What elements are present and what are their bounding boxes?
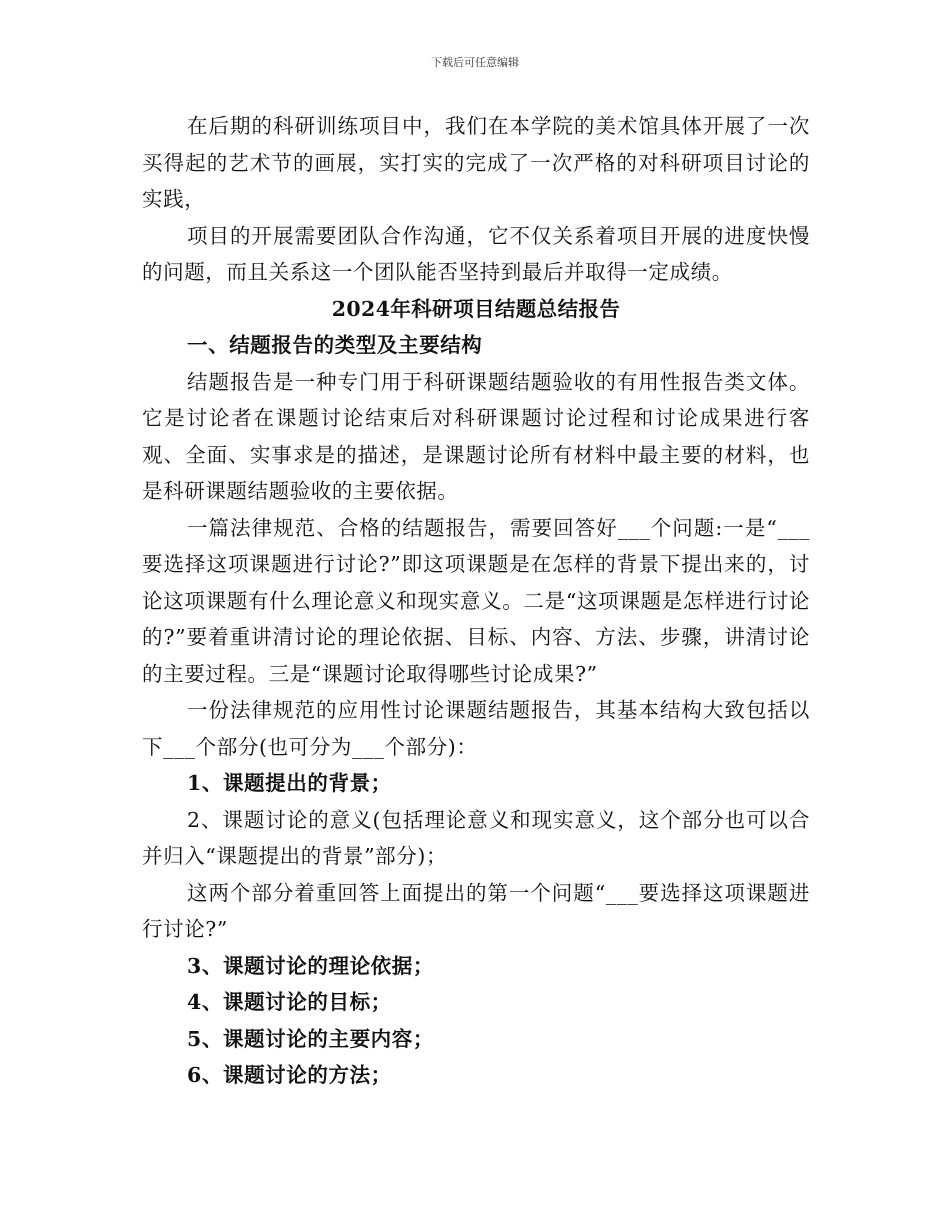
report-title: 2024年科研项目结题总结报告: [331, 296, 621, 321]
paragraph-structure: 一份法律规范的应用性讨论课题结题报告，其基本结构大致包括以下___个部分(也可分为___个部分)：: [142, 698, 810, 759]
list-item-methods: 6、课题讨论的方法；: [187, 1063, 392, 1087]
list-item-theory: 3、课题讨论的理论依据；: [187, 953, 434, 978]
section-heading: 一、结题报告的类型及主要结构: [187, 333, 483, 357]
page-header-note: 下载后可任意编辑: [431, 56, 519, 69]
list-item-content: 5、课题讨论的主要内容；: [187, 1026, 434, 1051]
paragraph-questions: 一篇法律规范、合格的结题报告，需要回答好___个问题:一是“___要选择这项课题进行讨论?”即这项课题是在怎样的背景下提出来的，讨论这项课题有什么理论意义和现实意义。二是“这项课题是怎样进行讨论的?”要着重讲清讨论的理论依据、目标、内容、方法、步骤，讲清讨论的主要过程。三是“课题讨论取得哪些讨论成果?”: [142, 515, 810, 686]
paragraph-note: 这两个部分着重回答上面提出的第一个问题“___要选择这项课题进行讨论?”: [142, 880, 810, 941]
paragraph-teamwork: 项目的开展需要团队合作沟通，它不仅关系着项目开展的进度快慢的问题，而且关系这一个团队能否坚持到最后并取得一定成绩。: [142, 223, 810, 284]
list-item-goals: 4、课题讨论的目标；: [187, 990, 392, 1014]
paragraph-definition: 结题报告是一种专门用于科研课题结题验收的有用性报告类文体。它是讨论者在课题讨论结束后对科研课题讨论过程和讨论成果进行客观、全面、实事求是的描述，是课题讨论所有材料中最主要的材料，也是科研课题结题验收的主要依据。: [142, 369, 810, 503]
list-item-significance: 2、课题讨论的意义(包括理论意义和现实意义，这个部分也可以合并归入“课题提出的背景”部分)；: [142, 807, 810, 868]
list-item-background: 1、课题提出的背景；: [187, 771, 392, 795]
document-body: [142, 108, 810, 1094]
paragraph-practice: 在后期的科研训练项目中，我们在本学院的美术馆具体开展了一次买得起的艺术节的画展，实打实的完成了一次严格的对科研项目讨论的实践，: [142, 114, 810, 211]
